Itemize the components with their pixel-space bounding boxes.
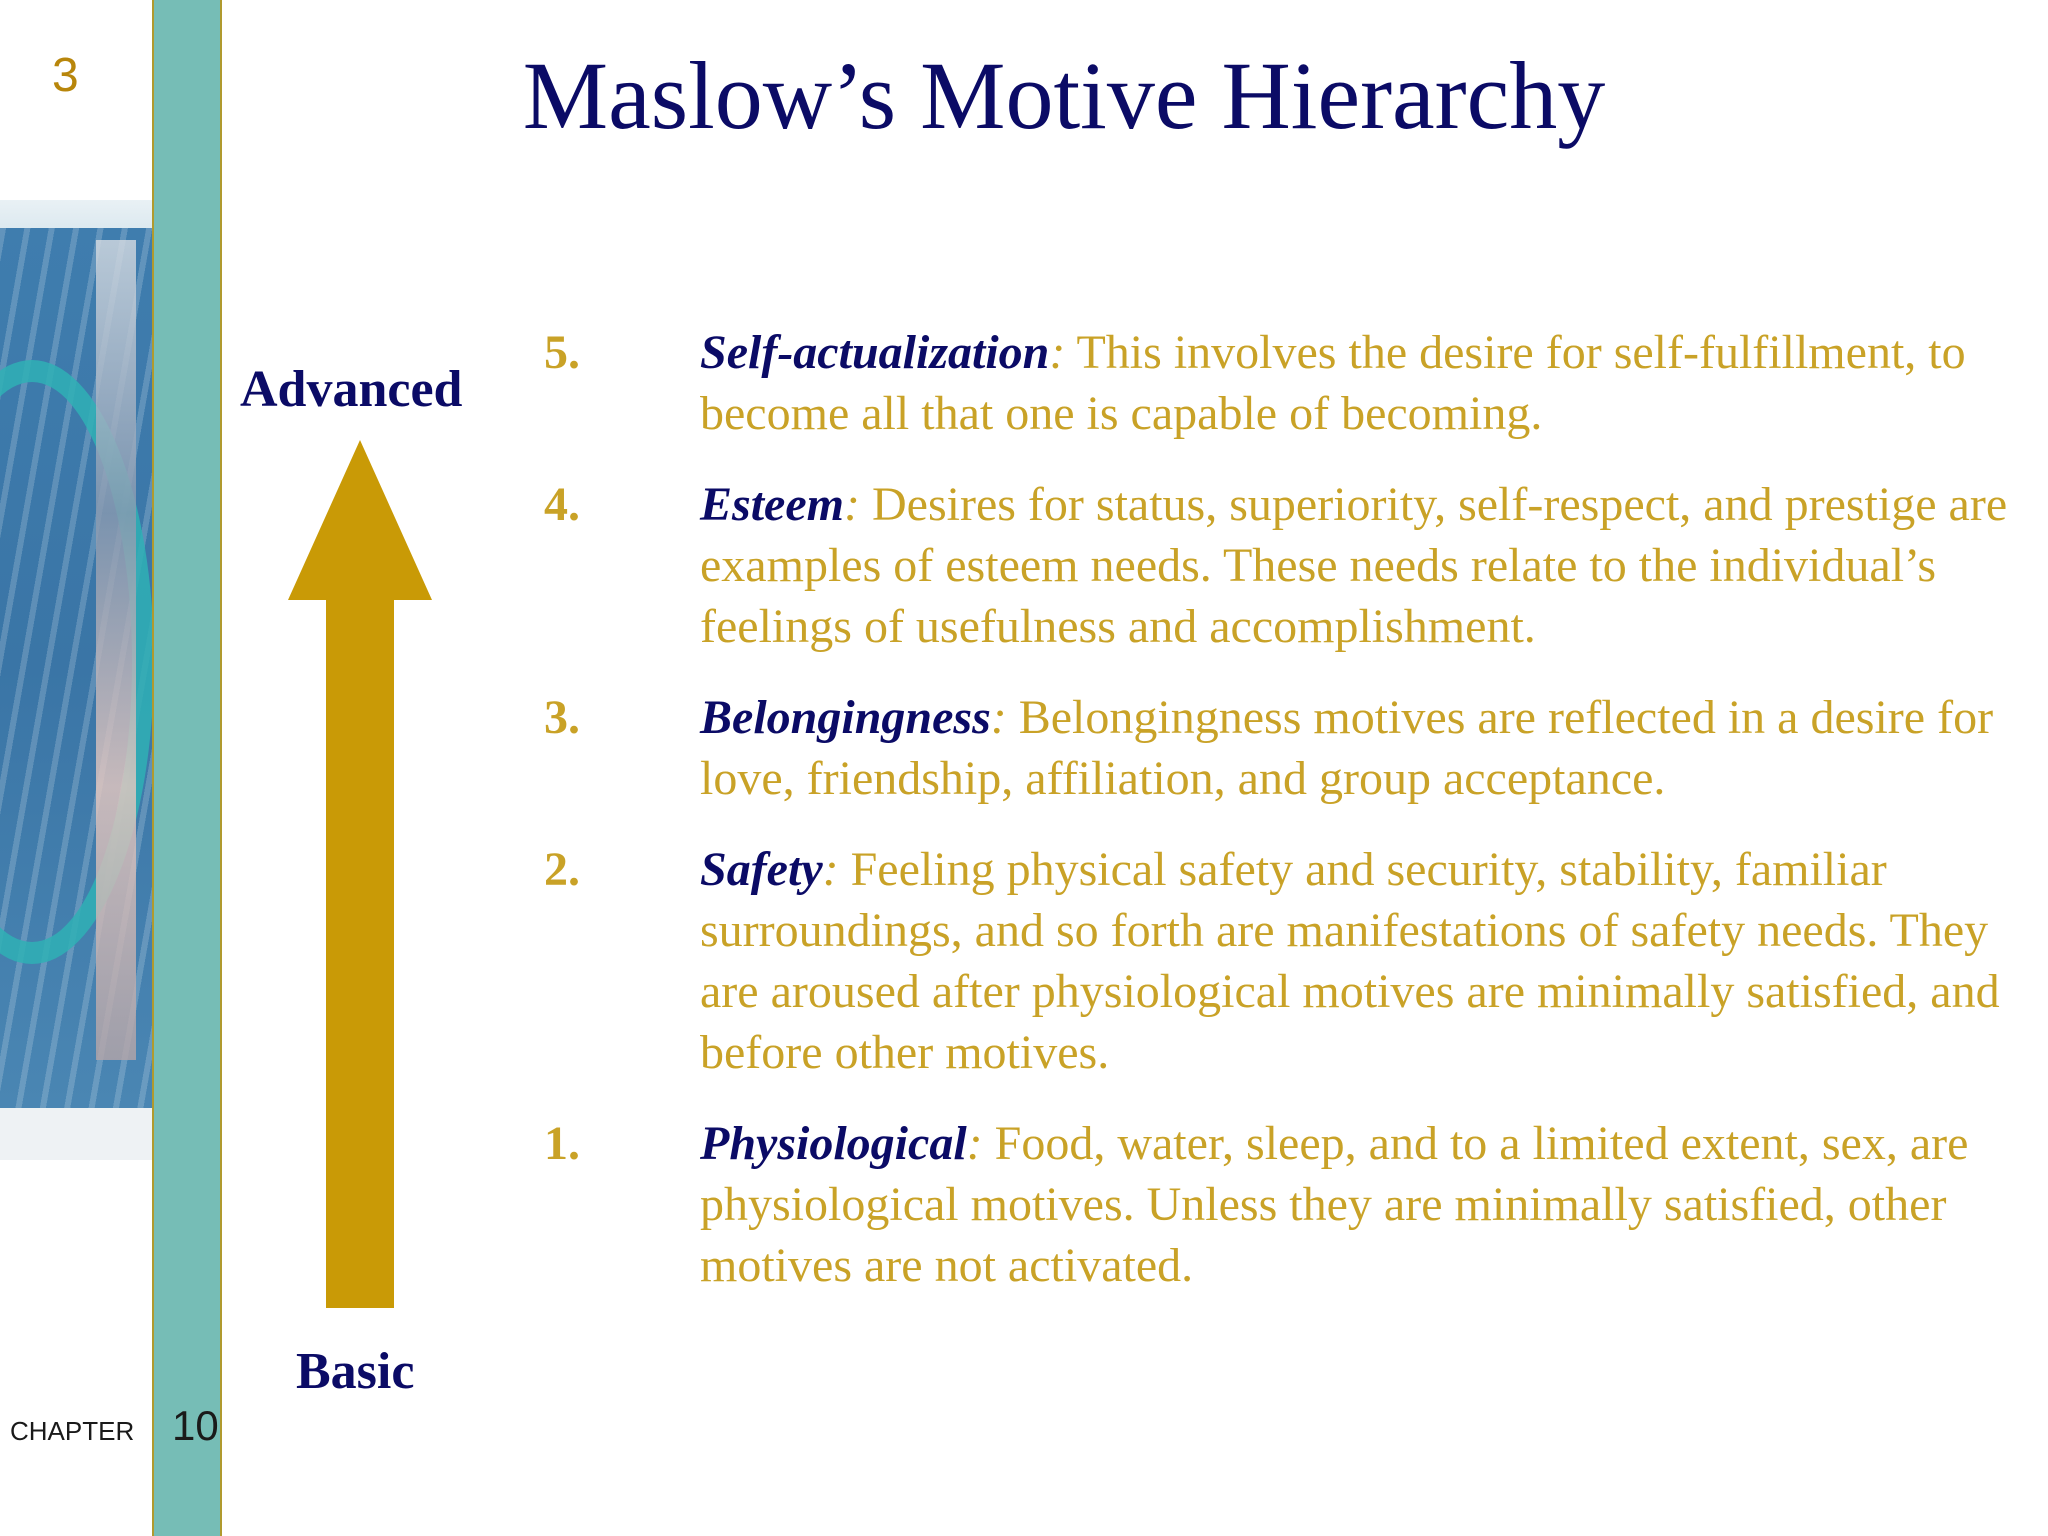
item-body — [700, 322, 2014, 444]
cover-footer-band — [0, 1108, 152, 1160]
item-description: Food, water, sleep, and to a limited extent, sex, are physiological motives. Unless they are minimally satisfied, other motives are not activated. — [700, 1117, 1969, 1292]
list-item — [544, 1113, 2014, 1296]
item-number: 5. — [544, 326, 580, 379]
item-description: Belongingness motives are reflected in a desire for love, friendship, affiliation, and group acceptance. — [700, 691, 1994, 805]
item-description: Feeling physical safety and security, stability, familiar surroundings, and so forth are manifestations of safety needs. They are aroused after physiological motives are minimally satisfied, and before other motives. — [700, 843, 2000, 1079]
book-cover-image — [0, 200, 152, 1160]
item-body — [700, 474, 2014, 657]
advanced-label: Advanced — [240, 361, 463, 418]
item-separator: : — [990, 691, 1007, 744]
hierarchy-list — [544, 322, 2014, 1326]
up-arrow-shape — [288, 440, 432, 1308]
up-arrow-icon — [288, 440, 432, 1310]
item-term: Safety — [700, 843, 823, 896]
item-number: 1. — [544, 1117, 580, 1170]
item-description: Desires for status, superiority, self-respect, and prestige are examples of esteem needs. These needs relate to the individual’s feelings of usefulness and accomplishment. — [700, 478, 2008, 653]
list-item — [544, 322, 2014, 444]
item-number: 3. — [544, 691, 580, 744]
item-term: Physiological — [700, 1117, 967, 1170]
item-term: Belongingness — [700, 691, 991, 744]
basic-label: Basic — [296, 1343, 415, 1400]
item-body — [700, 1113, 2014, 1296]
list-item — [544, 474, 2014, 657]
item-separator: : — [1049, 326, 1066, 379]
item-term: Self-actualization — [700, 326, 1050, 379]
chapter-number: 10 — [172, 1402, 219, 1449]
item-term: Esteem — [700, 478, 844, 531]
item-body — [700, 687, 2014, 809]
item-description: This involves the desire for self-fulfillment, to become all that one is capable of becoming. — [700, 326, 1966, 440]
slide-number: 3 — [52, 49, 79, 102]
list-item — [544, 687, 2014, 809]
chapter-label: CHAPTER — [10, 1416, 135, 1446]
teal-sidebar-bar — [152, 0, 222, 1536]
item-separator: : — [843, 478, 860, 531]
cover-light-streak — [96, 240, 136, 1060]
list-item — [544, 839, 2014, 1083]
item-number: 4. — [544, 478, 580, 531]
item-separator: : — [822, 843, 839, 896]
item-body — [700, 839, 2014, 1083]
item-separator: : — [966, 1117, 983, 1170]
slide-title: Maslow’s Motive Hierarchy — [522, 42, 1606, 149]
item-number: 2. — [544, 843, 580, 896]
